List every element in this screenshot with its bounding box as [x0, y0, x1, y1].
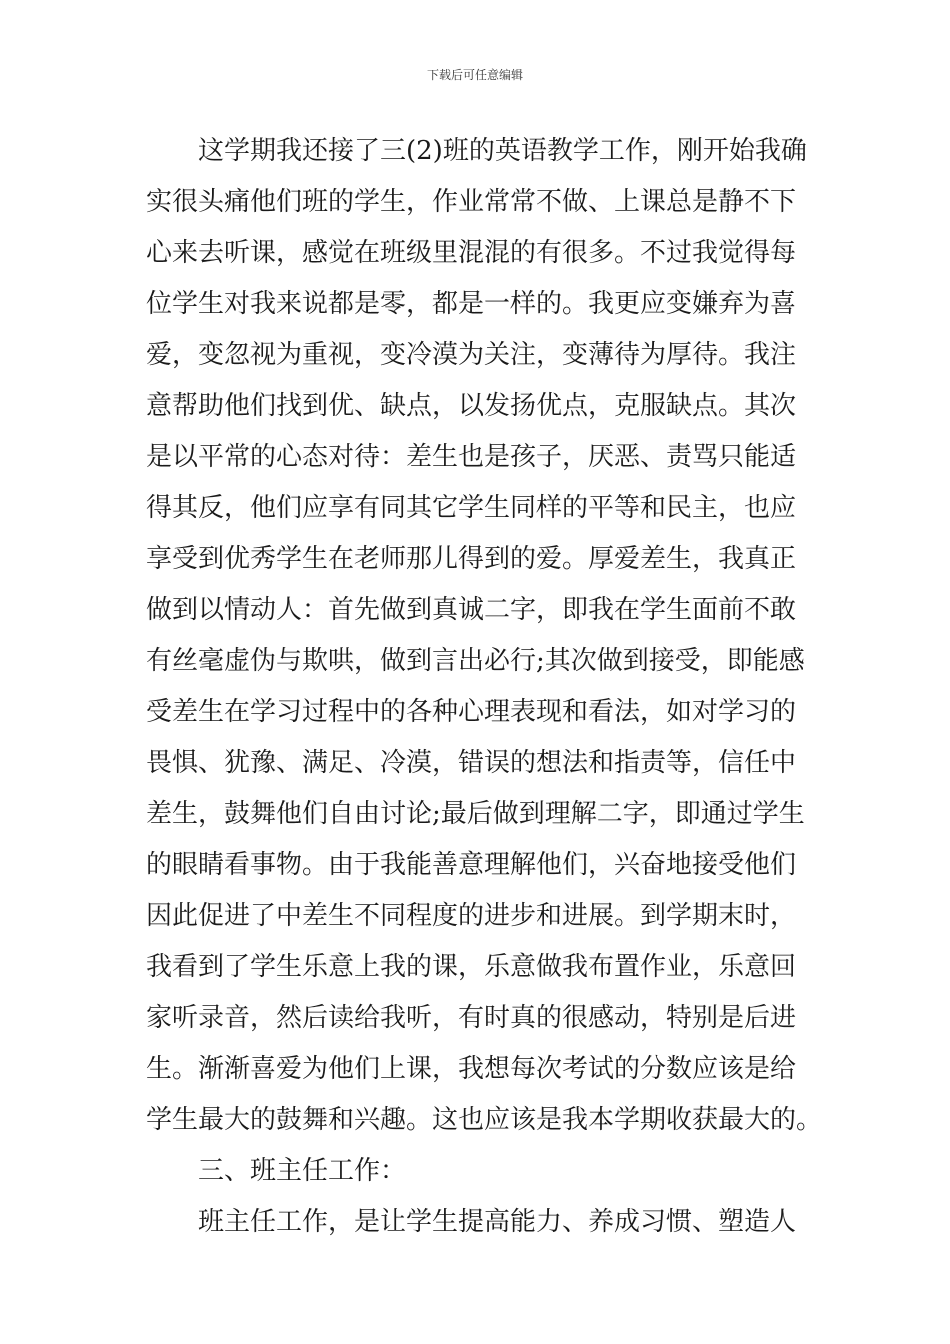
paragraph-line: 实很头痛他们班的学生，作业常常不做、上课总是静不下	[146, 187, 797, 217]
paragraph-line: 爱，变忽视为重视，变冷漠为关注，变薄待为厚待。我注	[146, 340, 797, 370]
paragraph-line: 做到以情动人：首先做到真诚二字，即我在学生面前不敢	[146, 595, 797, 625]
paragraph-line: 学生最大的鼓舞和兴趣。这也应该是我本学期收获最大的。	[146, 1105, 823, 1135]
paragraph-line: 这学期我还接了三(2)班的英语教学工作，刚开始我确	[198, 136, 807, 166]
paragraph-line: 得其反，他们应享有同其它学生同样的平等和民主，也应	[146, 493, 797, 523]
paragraph-line: 位学生对我来说都是零，都是一样的。我更应变嫌弃为喜	[146, 289, 797, 319]
document-body	[146, 126, 823, 1248]
paragraph-line: 有丝毫虚伪与欺哄，做到言出必行;其次做到接受，即能感	[146, 646, 805, 676]
page-header: 下载后可任意编辑	[426, 68, 523, 82]
paragraph-line: 的眼睛看事物。由于我能善意理解他们，兴奋地接受他们	[146, 850, 797, 880]
paragraph-line: 生。渐渐喜爱为他们上课，我想每次考试的分数应该是给	[146, 1054, 797, 1084]
paragraph-line: 是以平常的心态对待：差生也是孩子，厌恶、责骂只能适	[146, 442, 797, 472]
paragraph-line: 因此促进了中差生不同程度的进步和进展。到学期末时，	[146, 901, 797, 931]
paragraph-line: 意帮助他们找到优、缺点，以发扬优点，克服缺点。其次	[146, 391, 797, 421]
section-heading: 三、班主任工作：	[198, 1156, 407, 1186]
paragraph-line: 班主任工作，是让学生提高能力、养成习惯、塑造人	[198, 1207, 797, 1237]
paragraph-line: 差生，鼓舞他们自由讨论;最后做到理解二字，即通过学生	[146, 799, 805, 829]
paragraph-line: 受差生在学习过程中的各种心理表现和看法，如对学习的	[146, 697, 797, 727]
paragraph-line: 我看到了学生乐意上我的课，乐意做我布置作业，乐意回	[146, 952, 797, 982]
paragraph-line: 享受到优秀学生在老师那儿得到的爱。厚爱差生，我真正	[146, 544, 797, 574]
paragraph-line: 畏惧、犹豫、满足、冷漠，错误的想法和指责等，信任中	[146, 748, 797, 778]
paragraph-line: 家听录音，然后读给我听，有时真的很感动，特别是后进	[146, 1003, 797, 1033]
paragraph-line: 心来去听课，感觉在班级里混混的有很多。不过我觉得每	[146, 238, 797, 268]
